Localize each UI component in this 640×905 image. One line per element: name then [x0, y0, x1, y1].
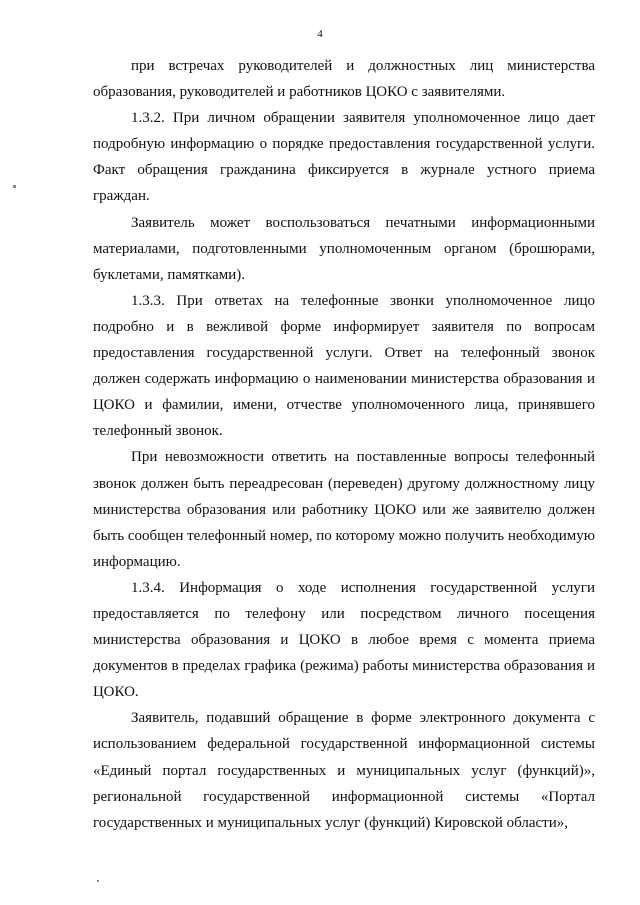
page-number: 4: [317, 28, 323, 40]
paragraph-1-3-4: 1.3.4. Информация о ходе исполнения государственной услуги предоставляется по телефону или посредством личного посещения министерства образования и ЦОКО в любое время с момента приема документов в пределах графика (режима) работы министерства образования и ЦОКО.: [93, 579, 595, 701]
scan-speck: [97, 880, 99, 882]
paragraph-electronic-document: Заявитель, подавший обращение в форме электронного документа с использованием федеральной государственной информационной системы «Единый портал государственных и муниципальных услуг (функций)», региональной государственной информационной системы «Портал государственных и муниципальных услуг (функций) Кировской области»,: [93, 710, 595, 831]
paragraph-1-3-3: 1.3.3. При ответах на телефонные звонки уполномоченное лицо подробно и в вежливой форме информирует заявителя по вопросам предоставления государственной услуги. Ответ на телефонный звонок должен содержать информацию о наименовании министерства образования и ЦОКО и фамилии, имени, отчестве уполномоченного лица, принявшего телефонный звонок.: [93, 292, 595, 440]
paragraph-call-forwarding: При невозможности ответить на поставленные вопросы телефонный звонок должен быть переадресован (переведен) другому должностному лицу министерства образования или работнику ЦОКО или же заявителю должен быть сообщен телефонный номер, по которому можно получить необходимую информацию.: [93, 449, 596, 570]
paragraph-continuation: при встречах руководителей и должностных лиц министерства образования, руководителей и работников ЦОКО с заявителями.: [93, 58, 595, 101]
document-body: [93, 53, 595, 836]
paragraph-printed-materials: Заявитель может воспользоваться печатными информационными материалами, подготовленными уполномоченным органом (брошюрами, буклетами, памятками).: [93, 214, 595, 283]
paragraph-1-3-2: 1.3.2. При личном обращении заявителя уполномоченное лицо дает подробную информацию о порядке предоставления государственной услуги. Факт обращения гражданина фиксируется в журнале устного приема граждан.: [93, 110, 595, 205]
scan-speck: [13, 185, 16, 188]
